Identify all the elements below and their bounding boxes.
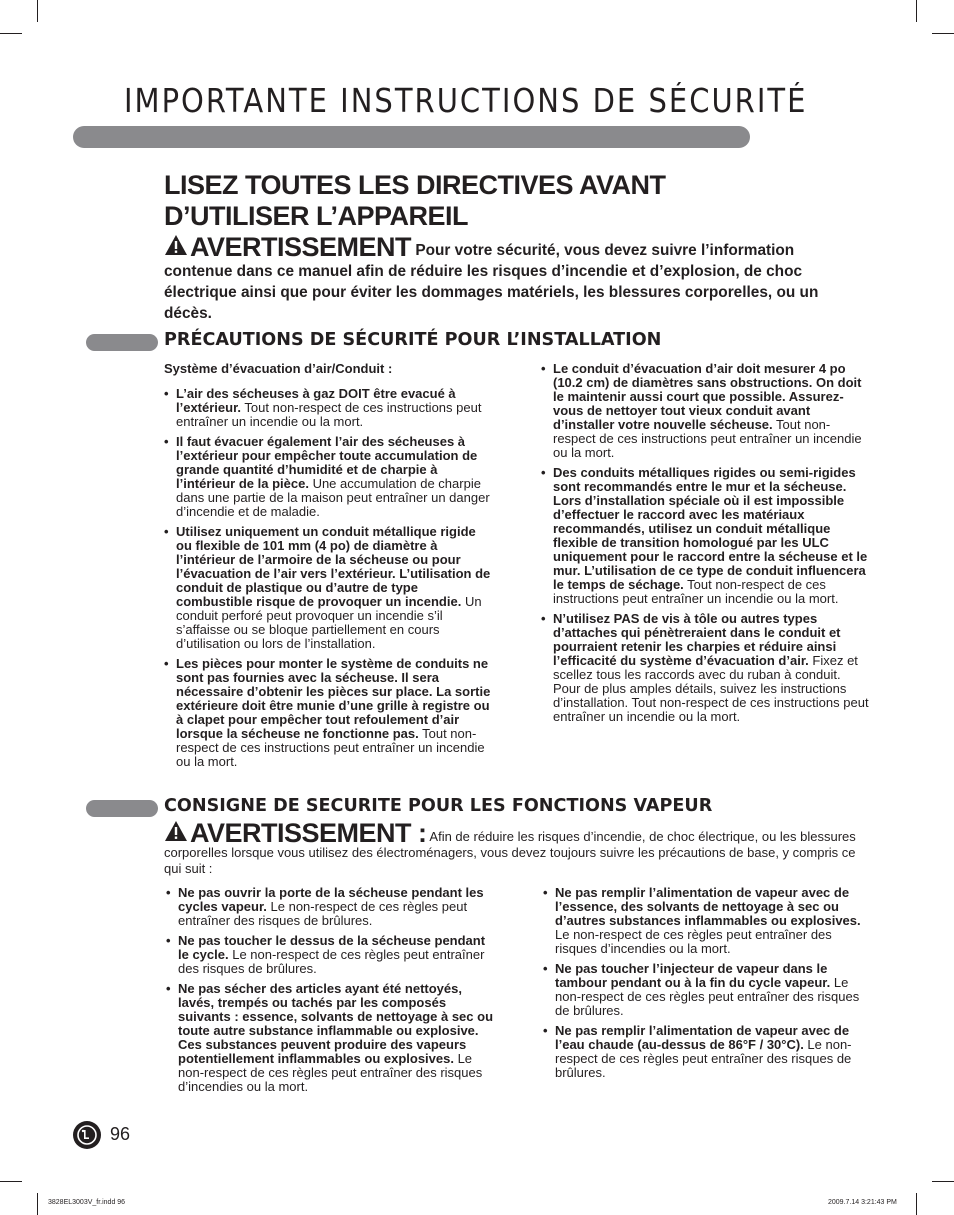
section-pill	[86, 800, 158, 817]
list-item-text: Une accumulation de charpie dans une partie de la maison peut entraîner un danger d’incendie et de maladie.	[176, 476, 490, 519]
crop-mark	[0, 1181, 22, 1182]
list-item	[543, 962, 873, 1018]
list-item-bold: Ne pas toucher l’injecteur de vapeur dans le tambour pendant ou à la fin du cycle vapeur.	[555, 961, 831, 990]
section-pill	[86, 334, 158, 351]
list-item-text: Tout non-respect de ces instructions peut entraîner un incendie ou la mort.	[176, 726, 485, 769]
installation-right-list	[541, 362, 871, 724]
crop-mark	[932, 33, 954, 34]
steam-right-list	[543, 886, 873, 1080]
crop-mark	[37, 1193, 38, 1215]
list-item-text: Le non-respect de ces règles peut entraîner des risques d’incendies ou la mort.	[555, 927, 832, 956]
steam-warning-text: Afin de réduire les risques d’incendie, de choc électrique, ou les blessures corporelles lorsque vous utilisez des électroménagers, vous devez toujours suivre les précautions de base, y compris ce qui suit :	[164, 829, 856, 876]
list-item	[166, 934, 496, 976]
list-item-bold: L’air des sécheuses à gaz DOIT être evacué à l’extérieur.	[176, 386, 456, 415]
list-item-text: Tout non-respect de ces instructions peut entraîner un incendie ou la mort.	[553, 417, 862, 460]
warning-word: AVERTISSEMENT :	[190, 818, 427, 848]
list-item-bold: Il faut évacuer également l’air des sécheuses à l’extérieur pour empêcher toute accumulation de grande quantité d’humidité et de charpie à l’intérieur de la pièce.	[176, 434, 478, 491]
list-item-text: Tout non-respect de ces instructions peut entraîner un incendie ou la mort.	[553, 577, 839, 606]
list-item-bold: Utilisez uniquement un conduit métallique rigide ou flexible de 101 mm (4 po) de diamètre à l’intérieur de l’armoire de la sécheuse ou pour l’évacuation de l’air vers l’extérieur. L’utilisation de conduit de plastique ou d’autre de type combustible risque de provoquer un incendie.	[176, 524, 491, 609]
list-item-text: Tout non-respect de ces instructions peut entraîner un incendie ou la mort.	[176, 400, 482, 429]
print-timestamp: 2009.7.14 3:21:43 PM	[828, 1199, 897, 1206]
list-item-text: Le non-respect de ces règles peut entraîner des risques de brûlures.	[178, 947, 485, 976]
crop-mark	[0, 33, 22, 34]
installation-left-column	[164, 362, 494, 775]
crop-mark	[37, 0, 38, 22]
list-item-text: Fixez et scellez tous les raccords avec du ruban à conduit. Pour de plus amples détails, suivez les instructions d’installation. Tout non-respect de ces instructions peut entraîner un incendie ou la mort.	[553, 653, 869, 724]
steam-left-list	[166, 886, 496, 1094]
list-item-text: Le non-respect de ces règles peut entraîner des risques de brûlures.	[178, 899, 468, 928]
list-item	[166, 886, 496, 928]
list-item	[166, 982, 496, 1094]
read-directives-heading	[164, 170, 784, 232]
warning-triangle-icon	[164, 234, 188, 256]
list-item-text: Le non-respect de ces règles peut entraîner des risques de brûlures.	[555, 1037, 852, 1080]
list-item-text: Le non-respect de ces règles peut entraîner des risques d’incendies ou la mort.	[178, 1051, 483, 1094]
title-divider-bar	[73, 126, 750, 148]
crop-mark	[932, 1181, 954, 1182]
lg-logo-icon	[72, 1120, 102, 1150]
list-item-bold: Les pièces pour monter le système de conduits ne sont pas fournies avec la sécheuse. Il sera nécessaire d’obtenir les pièces sur place. La sortie extérieure doit être munie d’une grille à registre ou à clapet pour empêcher tout refoulement d’air lorsque la sécheuse ne fonctionne pas.	[176, 656, 491, 741]
list-item	[164, 387, 494, 429]
intro-warning-text: Pour votre sécurité, vous devez suivre l’information contenue dans ce manuel afin de réduire les risques d’incendie et d’explosion, de choc électrique ainsi que pour éviter les dommages matériels, les blessures corporelles, ou un décès.	[164, 242, 819, 322]
list-item	[164, 657, 494, 769]
steam-warning	[164, 820, 864, 877]
installation-heading: PRÉCAUTIONS DE SÉCURITÉ POUR L’INSTALLATION	[164, 330, 662, 350]
list-item	[543, 886, 873, 956]
list-item	[541, 362, 871, 460]
steam-heading: CONSIGNE DE SECURITE POUR LES FONCTIONS VAPEUR	[164, 796, 713, 816]
list-item	[543, 1024, 873, 1080]
file-info: 3828EL3003V_fr.indd 96	[48, 1199, 126, 1206]
steam-right-column	[543, 886, 873, 1086]
list-item	[164, 525, 494, 651]
installation-left-list	[164, 387, 494, 769]
page-title: IMPORTANTE INSTRUCTIONS DE SÉCURITÉ	[124, 82, 808, 121]
list-item	[541, 612, 871, 724]
read-heading-line-1: LISEZ TOUTES LES DIRECTIVES AVANT	[164, 170, 666, 200]
list-item-bold: Ne pas ouvrir la porte de la sécheuse pendant les cycles vapeur.	[178, 885, 484, 914]
list-item-bold: Ne pas toucher le dessus de la sécheuse pendant le cycle.	[178, 933, 486, 962]
crop-mark	[916, 1193, 917, 1215]
read-heading-line-2: D’UTILISER L’APPAREIL	[164, 201, 469, 231]
list-item-bold: Ne pas remplir l’alimentation de vapeur avec de l’eau chaude (au-dessus de 86°F / 30°C).	[555, 1023, 850, 1052]
page-number: 96	[110, 1124, 131, 1144]
list-item-bold: N’utilisez PAS de vis à tôle ou autres types d’attaches qui pénètreraient dans le conduit et pourraient retenir les charpies et réduire ainsi l’efficacité du système d’évacuation d’air.	[553, 611, 841, 668]
steam-left-column	[166, 886, 496, 1100]
exhaust-subheading: Système d’évacuation d’air/Conduit :	[164, 361, 393, 376]
list-item-bold: Des conduits métalliques rigides ou semi-rigides sont recommandés entre le mur et la sécheuse. Lors d’installation spéciale où il est impossible d’effectuer le raccord avec les matériaux recommandés, utilisez un conduit métallique flexible de transition homologué par les ULC uniquement pour le raccord entre la sécheuse et le mur. L’utilisation de ce type de conduit influencera le temps de séchage.	[553, 465, 868, 592]
warning-word: AVERTISSEMENT	[190, 232, 412, 262]
list-item-text: Le non-respect de ces règles peut entraîner des risques de brûlures.	[555, 975, 860, 1018]
list-item-bold: Ne pas sécher des articles ayant été nettoyés, lavés, trempés ou tachés par les composés suivants : essence, solvants de nettoyage à sec ou toute autre substance inflammable ou explosive. Ces substances peuvent produire des vapeurs potentiellement inflammables ou explosives.	[178, 981, 494, 1066]
list-item-bold: Le conduit d’évacuation d’air doit mesurer 4 po (10.2 cm) de diamètres sans obstructions. On doit le maintenir aussi court que possible. Assurez-vous de nettoyer tout vieux conduit avant d’installer votre nouvelle sécheuse.	[553, 361, 862, 432]
intro-warning	[164, 234, 834, 324]
warning-triangle-icon	[164, 820, 188, 842]
list-item	[164, 435, 494, 519]
list-item-text: Un conduit perforé peut provoquer un incendie s’il s’affaisse ou se bloque partiellement en cours d’utilisation ou lors de l’installation.	[176, 594, 482, 651]
list-item	[541, 466, 871, 606]
crop-mark	[916, 0, 917, 22]
installation-right-column	[541, 362, 871, 730]
list-item-bold: Ne pas remplir l’alimentation de vapeur avec de l’essence, des solvants de nettoyage à sec ou d’autres substances inflammables ou explosives.	[555, 885, 861, 928]
